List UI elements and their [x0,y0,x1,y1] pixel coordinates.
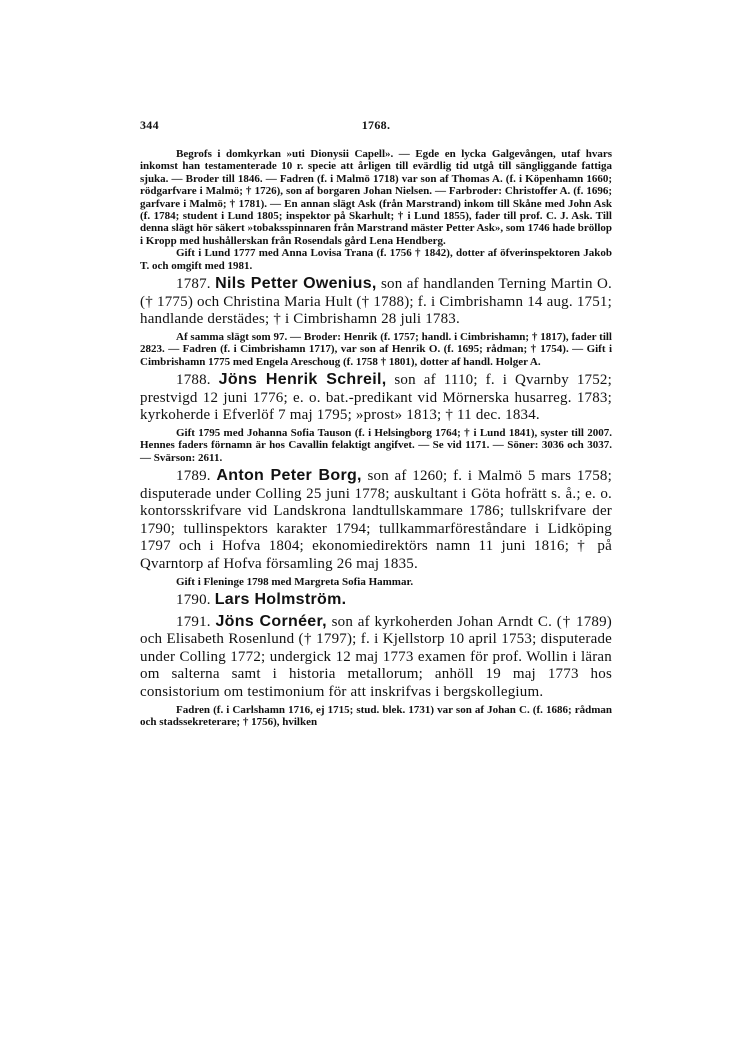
page-number: 344 [140,118,159,132]
entry-text: son af kyrkoherden Johan Arndt C. († 1789) och Elisabeth Rosenlund († 1797); f. i Kjellstorp 10 april 1753; disputerade under Colling 1772; undergick 12 maj 1773 examen för prof. Wollin i läran om salterna samt i historia metallorum; anhöll 19 maj 1773 hos consistorium om testimonium för att inskrifvas i bergskollegium. [140,613,612,700]
note-paragraph: Gift 1795 med Johanna Sofia Tauson (f. i Helsingborg 1764; † i Lund 1841), syster till 2007. Hennes faders förnamn är hos Cavallin felaktigt angifvet. — Se vid 1171. — Söner: 3036 och 3037. — Svärson: 2611. [140,426,612,464]
entry-number: 1788. [176,372,211,389]
entry-number: 1789. [176,468,211,485]
note-paragraph: Af samma slägt som 97. — Broder: Henrik (f. 1757; handl. i Cimbrishamn; † 1817), fader till 2823. — Fadren (f. i Cimbrishamn 1717), var son af Henrik O. (f. 1695; rådman; † 1754). — Gift i Cimbrishamn 1775 med Engela Areschoug (f. 1758 † 1801), dotter af handl. Holger A. [140,330,612,368]
entry-number: 1791. [176,613,211,630]
entry-text: son af 1260; f. i Malmö 5 mars 1758; disputerade under Colling 25 juni 1778; auskultant i Göta hofrätt s. å.; e. o. kontorsskrifvare vid Landskrona landtullskammare 1786; tullskrifvare der 1790; tullinspektors karakter 1794; tullkammarföreståndare i Lidköping 1797 och i Hofva 1804; ekonomiedirektörs namn 11 juni 1816; † på Qvarntorp af Hofva församling 26 maj 1835. [140,468,612,573]
entry-text: son af handlanden Terning Martin O. († 1775) och Christina Maria Hult († 1788); f. i Cimbrishamn 14 aug. 1751; handlande derstädes; † i Cimbrishamn 28 juli 1783. [140,276,612,328]
entry-1787 [140,275,612,329]
entry-number: 1787. [176,276,211,293]
entry-1791 [140,613,612,702]
entry-name: Nils Petter Owenius, [215,275,377,293]
running-head: 1768. [361,118,391,132]
entry-1790 [140,591,612,610]
entry-text: son af 1110; f. i Qvarnby 1752; prestvigd 12 juni 1776; e. o. bat.-predikant vid Mörnerska husarreg. 1783; kyrkoherde i Efverlöf 7 maj 1795; »prost» 1813; † 11 dec. 1834. [140,372,612,424]
entry-name: Jöns Henrik Schreil, [218,371,387,389]
entry-1789 [140,467,612,574]
document-page [140,118,612,728]
entry-number: 1790. [176,592,211,609]
entry-name: Anton Peter Borg, [216,467,362,485]
entry-name: Jöns Cornéer, [215,612,327,630]
entry-1788 [140,371,612,425]
note-paragraph: Begrofs i domkyrkan »uti Dionysii Capell». — Egde en lycka Galgevången, utaf hvars inkomst han testamenterade 10 r. specie att årligen till evärdlig tid utgå till sängliggande fattiga sjuka. — Broder till 1846. — Fadren (f. i Malmö 1718) var son af Thomas A. (f. i Köpenhamn 1660; rödgarfvare i Malmö; † 1726), son af borgaren Johan Nielsen. — Farbroder: Christoffer A. (f. 1696; garfvare i Malmö; † 1781). — En annan slägt Ask (från Marstrand) inkom till Skåne med John Ask (f. 1784; student i Lund 1805; inspektor på Skarhult; † i Lund 1855), fader till prof. C. J. Ask. Till denna slägt hör säkert »tobaksspinnaren från Marstrand mäster Petter Ask», som 1746 hade bröllop i Kropp med hushållerskan från Rosendals gård Lena Hendberg. [140,148,612,247]
entry-name: Lars Holmström. [214,591,347,609]
note-paragraph: Fadren (f. i Carlshamn 1716, ej 1715; stud. blek. 1731) var son af Johan C. (f. 1686; rådman och stadssekreterare; † 1756), hvilken [140,703,612,728]
note-paragraph: Gift i Lund 1777 med Anna Lovisa Trana (f. 1756 † 1842), dotter af öfverinspektoren Jakob T. och omgift med 1981. [140,247,612,272]
note-paragraph: Gift i Fleninge 1798 med Margreta Sofia Hammar. [176,575,414,588]
page-header [140,118,612,136]
